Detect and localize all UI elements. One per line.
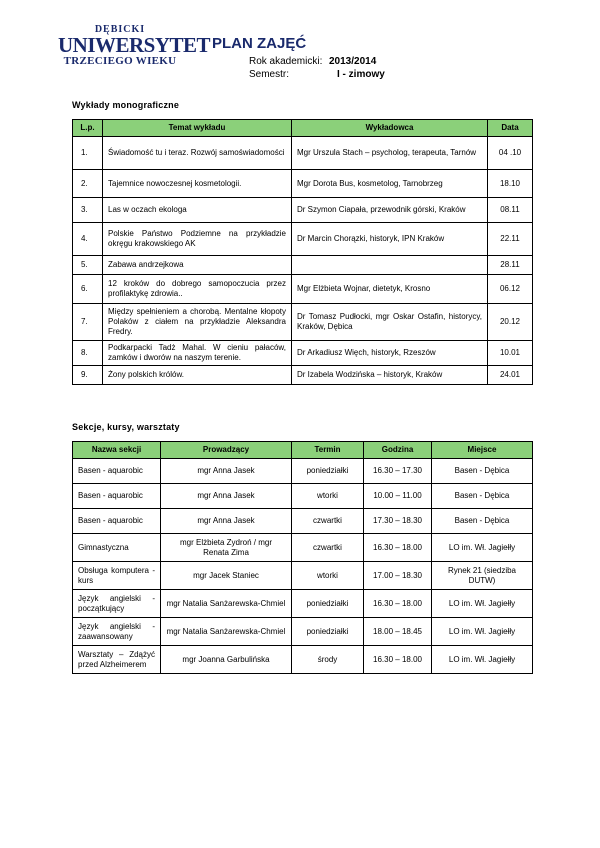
table-row bbox=[73, 459, 533, 484]
section-day: poniedziałki bbox=[292, 459, 364, 484]
logo-line-1: DĘBICKI bbox=[94, 24, 146, 35]
table-header-row bbox=[73, 442, 533, 459]
column-header: Termin bbox=[292, 442, 364, 459]
lecturer: Dr Szymon Ciapała, przewodnik górski, Kraków bbox=[292, 198, 488, 223]
section-name: Język angielski - początkujący bbox=[73, 590, 161, 618]
section-day: czwartki bbox=[292, 534, 364, 562]
lecture-date: 20.12 bbox=[488, 304, 533, 341]
lecture-date: 06.12 bbox=[488, 275, 533, 304]
lectures-heading: Wykłady monograficzne bbox=[72, 100, 180, 110]
lecture-date: 08.11 bbox=[488, 198, 533, 223]
table-row bbox=[73, 590, 533, 618]
meta-value: 2013/2014 bbox=[329, 56, 377, 67]
lecture-topic: 12 kroków do dobrego samopoczucia przez profilaktykę zdrowia.. bbox=[103, 275, 292, 304]
lecture-topic: Tajemnice nowoczesnej kosmetologii. bbox=[103, 170, 292, 198]
table-row bbox=[73, 223, 533, 256]
lecture-date: 28.11 bbox=[488, 256, 533, 275]
table-row bbox=[73, 170, 533, 198]
meta-value: I - zimowy bbox=[337, 69, 385, 80]
section-leader: mgr Natalia Sanżarewska-Chmiel bbox=[161, 590, 292, 618]
lecture-number: 8. bbox=[73, 341, 103, 366]
lecture-number: 9. bbox=[73, 366, 103, 385]
section-hour: 17.30 – 18.30 bbox=[364, 509, 432, 534]
column-header: Nazwa sekcji bbox=[73, 442, 161, 459]
column-header: Temat wykładu bbox=[103, 120, 292, 137]
lecture-number: 6. bbox=[73, 275, 103, 304]
section-leader: mgr Anna Jasek bbox=[161, 484, 292, 509]
table-row bbox=[73, 304, 533, 341]
column-header: L.p. bbox=[73, 120, 103, 137]
section-name: Obsługa komputera - kurs bbox=[73, 562, 161, 590]
column-header: Data bbox=[488, 120, 533, 137]
lecture-number: 4. bbox=[73, 223, 103, 256]
lecture-topic: Las w oczach ekologa bbox=[103, 198, 292, 223]
lecture-date: 04 .10 bbox=[488, 137, 533, 170]
section-hour: 18.00 – 18.45 bbox=[364, 618, 432, 646]
table-row bbox=[73, 484, 533, 509]
section-day: poniedziałki bbox=[292, 618, 364, 646]
lecture-number: 5. bbox=[73, 256, 103, 275]
table-row bbox=[73, 275, 533, 304]
column-header: Miejsce bbox=[432, 442, 533, 459]
section-place: LO im. Wł. Jagiełły bbox=[432, 590, 533, 618]
section-place: Rynek 21 (siedziba DUTW) bbox=[432, 562, 533, 590]
lecture-number: 1. bbox=[73, 137, 103, 170]
section-place: LO im. Wł. Jagiełły bbox=[432, 534, 533, 562]
meta-academic-year bbox=[249, 56, 376, 67]
section-leader: mgr Natalia Sanżarewska-Chmiel bbox=[161, 618, 292, 646]
meta-label: Semestr: bbox=[249, 69, 290, 80]
lecture-topic: Żony polskich królów. bbox=[103, 366, 292, 385]
section-place: LO im. Wł. Jagiełły bbox=[432, 646, 533, 674]
table-row bbox=[73, 256, 533, 275]
section-hour: 17.00 – 18.30 bbox=[364, 562, 432, 590]
section-name: Basen - aquarobic bbox=[73, 509, 161, 534]
meta-label: Rok akademicki: bbox=[249, 56, 323, 67]
column-header: Godzina bbox=[364, 442, 432, 459]
lecture-date: 10.01 bbox=[488, 341, 533, 366]
table-row bbox=[73, 366, 533, 385]
section-day: wtorki bbox=[292, 562, 364, 590]
lecture-topic: Między spełnieniem a chorobą. Mentalne kłopoty Polaków z ciałem na przykładzie Aleksandra Fredry. bbox=[103, 304, 292, 341]
table-row bbox=[73, 198, 533, 223]
section-day: środy bbox=[292, 646, 364, 674]
lecture-topic: Podkarpacki Tadż Mahal. W cieniu pałaców, zamków i dworów na naszym terenie. bbox=[103, 341, 292, 366]
table-row bbox=[73, 534, 533, 562]
section-leader: mgr Elżbieta Zydroń / mgr Renata Zima bbox=[161, 534, 292, 562]
lecture-topic: Świadomość tu i teraz. Rozwój samoświadomości bbox=[103, 137, 292, 170]
lecturer: Dr Tomasz Pudłocki, mgr Oskar Ostafin, historycy, Kraków, Dębica bbox=[292, 304, 488, 341]
section-place: Basen - Dębica bbox=[432, 509, 533, 534]
section-name: Basen - aquarobic bbox=[73, 484, 161, 509]
table-row bbox=[73, 562, 533, 590]
section-hour: 16.30 – 17.30 bbox=[364, 459, 432, 484]
sections-heading: Sekcje, kursy, warsztaty bbox=[72, 422, 180, 432]
lecturer bbox=[292, 256, 488, 275]
section-leader: mgr Jacek Staniec bbox=[161, 562, 292, 590]
section-leader: mgr Joanna Garbulińska bbox=[161, 646, 292, 674]
column-header: Prowadzący bbox=[161, 442, 292, 459]
section-hour: 16.30 – 18.00 bbox=[364, 590, 432, 618]
sections-table bbox=[72, 441, 533, 674]
table-row bbox=[73, 137, 533, 170]
section-day: wtorki bbox=[292, 484, 364, 509]
lecture-topic: Polskie Państwo Podziemne na przykładzie okręgu krakowskiego AK bbox=[103, 223, 292, 256]
page-title: PLAN ZAJĘĆ bbox=[212, 35, 307, 52]
lecturer: Mgr Elżbieta Wojnar, dietetyk, Krosno bbox=[292, 275, 488, 304]
logo-line-3: TRZECIEGO WIEKU bbox=[63, 55, 177, 67]
section-name: Warsztaty – Zdążyć przed Alzheimerem bbox=[73, 646, 161, 674]
lecture-date: 18.10 bbox=[488, 170, 533, 198]
section-leader: mgr Anna Jasek bbox=[161, 509, 292, 534]
section-leader: mgr Anna Jasek bbox=[161, 459, 292, 484]
column-header: Wykładowca bbox=[292, 120, 488, 137]
lecture-number: 3. bbox=[73, 198, 103, 223]
section-hour: 16.30 – 18.00 bbox=[364, 646, 432, 674]
logo bbox=[58, 24, 211, 84]
section-place: Basen - Dębica bbox=[432, 459, 533, 484]
table-row bbox=[73, 341, 533, 366]
meta-semester bbox=[249, 69, 385, 80]
table-row bbox=[73, 646, 533, 674]
table-row bbox=[73, 509, 533, 534]
lecturer: Mgr Dorota Bus, kosmetolog, Tarnobrzeg bbox=[292, 170, 488, 198]
section-place: LO im. Wł. Jagiełły bbox=[432, 618, 533, 646]
logo-line-2: UNIWERSYTET bbox=[58, 33, 211, 57]
section-day: poniedziałki bbox=[292, 590, 364, 618]
lecturer: Mgr Urszula Stach – psycholog, terapeuta, Tarnów bbox=[292, 137, 488, 170]
lecturer: Dr Izabela Wodzińska – historyk, Kraków bbox=[292, 366, 488, 385]
lecturer: Dr Marcin Chorązki, historyk, IPN Kraków bbox=[292, 223, 488, 256]
table-row bbox=[73, 618, 533, 646]
lecture-date: 24.01 bbox=[488, 366, 533, 385]
section-name: Gimnastyczna bbox=[73, 534, 161, 562]
lecturer: Dr Arkadiusz Więch, historyk, Rzeszów bbox=[292, 341, 488, 366]
section-name: Basen - aquarobic bbox=[73, 459, 161, 484]
table-header-row bbox=[73, 120, 533, 137]
lecture-topic: Zabawa andrzejkowa bbox=[103, 256, 292, 275]
lecture-number: 7. bbox=[73, 304, 103, 341]
lectures-table bbox=[72, 119, 533, 385]
section-place: Basen - Dębica bbox=[432, 484, 533, 509]
section-hour: 10.00 – 11.00 bbox=[364, 484, 432, 509]
section-hour: 16.30 – 18.00 bbox=[364, 534, 432, 562]
section-name: Język angielski - zaawansowany bbox=[73, 618, 161, 646]
lecture-number: 2. bbox=[73, 170, 103, 198]
section-day: czwartki bbox=[292, 509, 364, 534]
lecture-date: 22.11 bbox=[488, 223, 533, 256]
